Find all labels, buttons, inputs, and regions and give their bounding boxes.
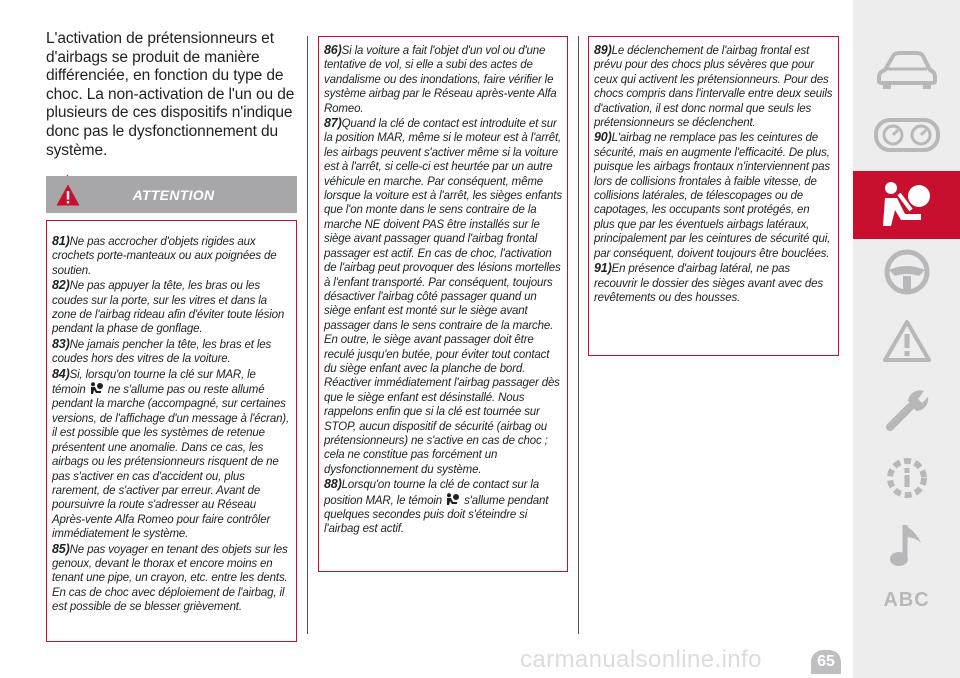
sidebar-item-dashboard[interactable] [853,101,960,169]
chapter-sidebar [853,0,960,678]
attention-box-middle [318,36,568,572]
column-divider-2 [578,36,579,634]
seat-airbag-icon [877,180,937,230]
attention-title: ATTENTION [132,186,215,203]
attention-warning-icon [56,184,80,206]
note-89: 89)Le déclenchement de l'airbag frontal est prévu pour des chocs plus sévères que pour ceux qui activent les prétensionneurs. Pour des chocs compris dans l'intervalle entre deux seuils d'activation, il est donc normal que seuls les prétensionneurs se déclenchent. [594,43,833,130]
intro-paragraph: L'activation de prétensionneurs et d'airbags se produit de manière différenciée, en fonction du type de choc. La non-activation de l'un ou de plusieurs de ces dispositifs n'indique donc pas le dysfonctionnement du système. [46,30,295,159]
intro-column [46,30,298,187]
sidebar-item-driving[interactable] [853,238,960,306]
airbag-warning-light-icon [445,493,461,506]
wrench-icon [884,387,930,433]
note-86: 86)Si la voiture a fait l'objet d'un vol ou d'une tentative de vol, si elle a subi des actes de vandalisme ou des inondations, faire vérifier le système airbag par le Réseau après-vente Alfa Romeo. [324,43,557,115]
column-divider-1 [307,36,308,634]
index-abc-label: ABC [883,588,930,611]
sidebar-item-safety[interactable] [853,171,960,239]
note-88: 88)Lorsqu'on tourne la clé de contact sur la position MAR, le témoin s'allume pendant quelques secondes puis doit s'éteindre si l'airbag est actif. [324,477,549,536]
sidebar-item-emergency[interactable] [853,307,960,375]
watermark: carmanualsonline.info [520,646,762,673]
sidebar-item-vehicle[interactable] [853,36,960,104]
airbag-warning-light-icon [89,382,105,395]
note-81: 81)Ne pas accrocher d'objets rigides aux crochets porte-manteaux ou aux poignées de soutien. [52,234,277,277]
note-83: 83)Ne jamais pencher la tête, les bras et les coudes hors des vitres de la voiture. [52,336,272,366]
note-91: 91)En présence d'airbag latéral, ne pas recouvrir le dossier des sièges avant avec des revêtements ou des housses. [594,261,823,304]
sidebar-item-maintenance[interactable] [853,376,960,444]
sidebar-item-technical-data[interactable] [853,444,960,512]
dashboard-gauges-icon [874,118,940,152]
music-note-icon [887,521,927,571]
attention-header [46,176,297,213]
steering-wheel-icon [883,248,931,296]
note-84: 84)Si, lorsqu'on tourne la clé sur MAR, le témoin ne s'allume pas ou reste allumé pendant la marche (accompagné, sur certaines versions, de l'affichage d'un message à l'écran), il est possible que les systèmes de retenue présentent une anomalie. Dans ce cas, les airbags ou les prétensionneurs risquent de ne pas s'activer en cas d'accident ou, plus rarement, de s'activer par erreur. Avant de poursuivre la route s'adresser au Réseau Après-vente Alfa Romeo pour faire contrôler immédiatement le système. [52,366,290,541]
attention-box-right [588,36,839,356]
warning-triangle-icon [882,319,932,363]
attention-box-left [46,220,297,642]
page-number: 65 [811,650,841,674]
note-85: 85)Ne pas voyager en tenant des objets sur les genoux, devant le thorax et encore moins en tenant une pipe, un crayon, etc. entre les dents. En cas de choc avec déploiement de l'airbag, il est possible de se blesser grièvement. [52,541,288,614]
note-82: 82)Ne pas appuyer la tête, les bras ou les coudes sur la porte, sur les vitres et dans la zone de l'airbag rideau afin d'éviter toute lésion pendant la phase de gonflage. [52,278,285,336]
car-icon [875,50,939,90]
gear-info-icon [882,453,932,503]
sidebar-item-index[interactable] [853,566,960,634]
note-90: 90)L'airbag ne remplace pas les ceintures de sécurité, mais en augmente l'efficacité. De plus, puisque les airbags frontaux n'interviennent pas lors de collisions frontales à faible vitesse, de collisions latérales, de télescopages ou de capotages, les occupants sont protégés, en plus que par les éventuels airbags latéraux, principalement par les ceintures de sécurité qui, par conséquent, doivent toujours être bouclées. [594,130,831,260]
note-87: 87)Quand la clé de contact est introduite et sur la position MAR, même si le moteur est à l'arrêt, les airbags peuvent s'activer même si la voiture est à l'arrêt, si celle-ci est heurtée par un autre véhicule en marche. Par conséquent, même lorsque la voiture est à l'arrêt, les sièges enfants que l'on monte dans le sens contraire de la marche NE doivent PAS être installés sur le siège avant passager quand l'airbag frontal passager est actif. En cas de choc, l'activation de l'airbag peut provoquer des lésions mortelles à l'enfant transporté. Par conséquent, toujours désactiver l'airbag côté passager quand un siège enfant est monté sur le siège avant passager dans le sens contraire de la marche. En outre, le siège avant passager doit être reculé jusqu'en butée, pour éviter tout contact du siège enfant avec la planche de bord. Réactiver immédiatement l'airbag passager dès que le siège enfant est désinstallé. Nous rappelons enfin que si la clé est tournée sur STOP, aucun dispositif de sécurité (airbag ou prétensionneurs) ne s'active en cas de choc ; cela ne constitue pas forcément un dysfonctionnement du système. [324,116,562,476]
